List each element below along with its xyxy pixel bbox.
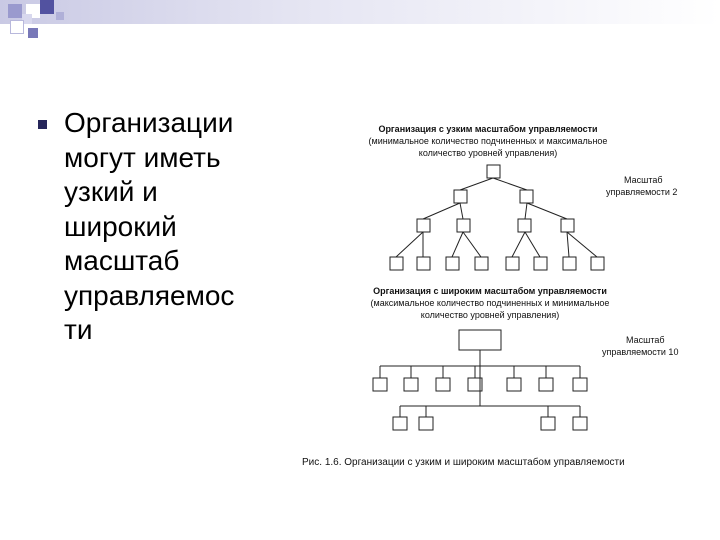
org-unit-box <box>417 219 430 232</box>
org-unit-box <box>417 257 430 270</box>
wide-tree <box>373 330 587 430</box>
bullet-line: управляемос <box>64 279 235 311</box>
org-unit-box <box>561 219 574 232</box>
org-unit-box <box>539 378 553 391</box>
narrow-scale-label: Масштаб <box>624 175 663 185</box>
org-unit-box <box>563 257 576 270</box>
bullet-line: Организации <box>64 107 234 138</box>
org-unit-box <box>518 219 531 232</box>
wide-title-line: (максимальное количество подчиненных и минимальное <box>370 298 610 308</box>
figure-caption: Рис. 1.6. Организации с узким и широким масштабом управляемости <box>302 457 625 468</box>
org-unit-box <box>419 417 433 430</box>
org-unit-box <box>459 330 501 350</box>
org-unit-box <box>506 257 519 270</box>
org-unit-box <box>573 417 587 430</box>
narrow-title-line: количество уровней управления) <box>418 148 558 158</box>
wide-title-line: Организация с широким масштабом управляемости <box>373 286 607 296</box>
org-unit-box <box>390 257 403 270</box>
org-unit-box <box>393 417 407 430</box>
narrow-scale-label: управляемости 2 <box>606 187 678 197</box>
narrow-title-line: (минимальное количество подчиненных и максимальное <box>368 136 608 146</box>
bullet-line: узкий и <box>64 176 158 207</box>
org-unit-box <box>487 165 500 178</box>
bullet-line: масштаб <box>64 245 180 276</box>
org-unit-box <box>541 417 555 430</box>
narrow-title-line: Организация с узким масштабом управляемости <box>378 124 598 134</box>
org-unit-box <box>436 378 450 391</box>
org-unit-box <box>507 378 521 391</box>
bullet-line: могут иметь <box>64 141 221 173</box>
wide-scale-label: Масштаб <box>626 335 665 345</box>
org-unit-box <box>573 378 587 391</box>
org-unit-box <box>446 257 459 270</box>
org-unit-box <box>591 257 604 270</box>
wide-scale-label: управляемости 10 <box>602 347 679 357</box>
org-unit-box <box>457 219 470 232</box>
org-unit-box <box>534 257 547 270</box>
org-unit-box <box>373 378 387 391</box>
narrow-tree <box>390 165 604 270</box>
bullet-line: ти <box>64 314 93 345</box>
org-unit-box <box>520 190 533 203</box>
org-unit-box <box>475 257 488 270</box>
org-unit-box <box>404 378 418 391</box>
wide-title-line: количество уровней управления) <box>420 310 560 320</box>
bullet-line: широкий <box>64 210 177 242</box>
org-unit-box <box>454 190 467 203</box>
